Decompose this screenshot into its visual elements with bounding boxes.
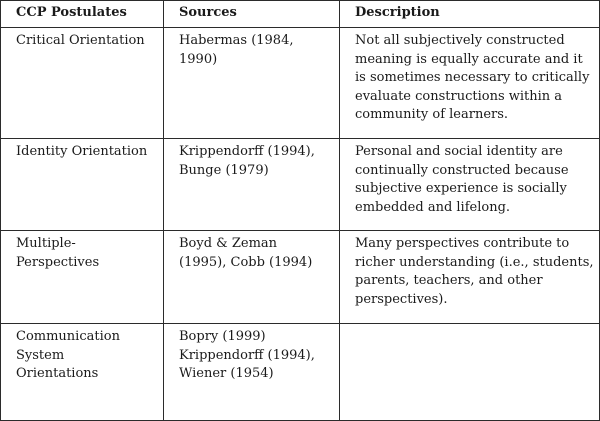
table-row [1,28,600,139]
postulate-line: Identity Orientation [16,144,148,159]
description-line: continually constructed because [355,162,569,178]
postulate-line: Communication [16,329,120,344]
description-line: Not all subjectively constructed [355,33,565,48]
table-header-row [1,1,600,28]
table-row [1,139,600,231]
postulate-line: System [16,347,65,363]
table-row [1,324,600,421]
description-cell [340,324,600,421]
description-cell [340,28,600,139]
postulate-line: Orientations [16,366,99,381]
postulate-line: Perspectives [16,254,100,270]
postulate-cell [1,28,164,139]
description-line: parents, teachers, and other [355,273,543,288]
sources-cell [164,28,340,139]
sources-line: Bopry (1999) [179,329,266,344]
postulate-cell [1,139,164,231]
postulate-line: Multiple- [16,236,76,251]
description-cell [340,139,600,231]
description-line: perspectives). [355,291,448,307]
sources-line: Boyd & Zeman [179,236,278,251]
postulate-line: Critical Orientation [16,33,145,48]
sources-line: (1995), Cobb (1994) [179,254,313,270]
header-postulates: CCP Postulates [1,1,164,28]
sources-cell [164,231,340,324]
description-line: embedded and lifelong. [355,199,511,215]
sources-line: Krippendorff (1994), [179,347,315,363]
sources-line: Bunge (1979) [179,162,269,178]
description-cell [340,231,600,324]
sources-line: 1990) [179,51,218,67]
sources-line: Habermas (1984, [179,33,294,48]
description-line: evaluate constructions within a [355,88,563,104]
description-line: Many perspectives contribute to [355,236,570,251]
description-line: meaning is equally accurate and it [355,51,583,67]
sources-cell [164,139,340,231]
description-line: Personal and social identity are [355,144,563,159]
header-sources: Sources [164,1,340,28]
description-line: community of learners. [355,107,509,122]
postulate-cell [1,231,164,324]
sources-line: Wiener (1954) [179,366,274,381]
sources-cell [164,324,340,421]
sources-line: Krippendorff (1994), [179,144,315,159]
postulate-cell [1,324,164,421]
table-row [1,231,600,324]
description-line: is sometimes necessary to critically [355,70,590,85]
description-line: subjective experience is socially [355,181,567,196]
header-description: Description [340,1,600,28]
description-line: richer understanding (i.e., students, [355,254,594,270]
